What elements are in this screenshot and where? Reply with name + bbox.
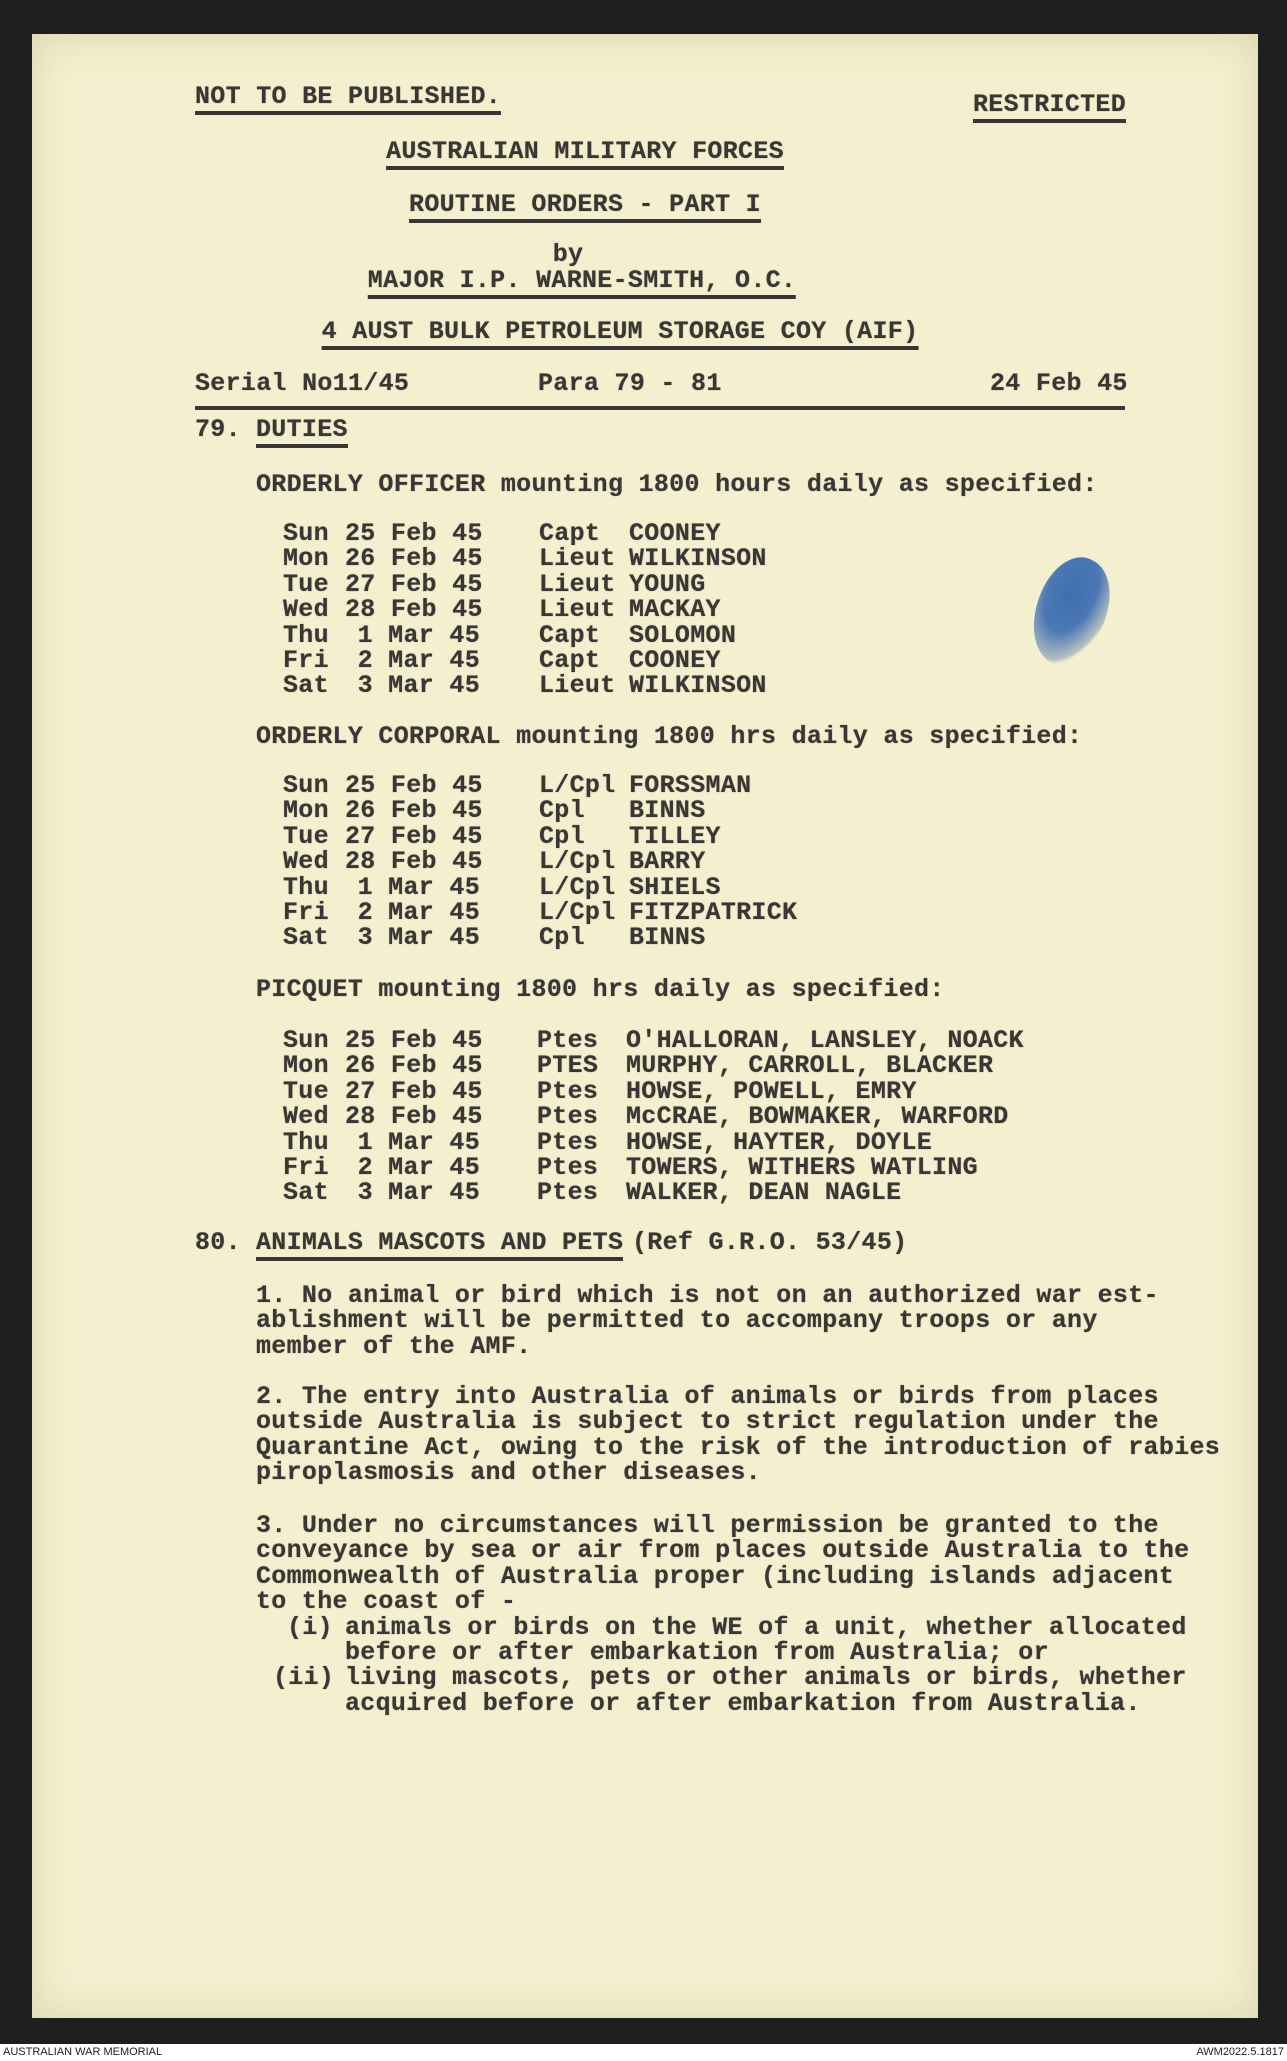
roster-name: O'HALLORAN, LANSLEY, NOACK xyxy=(626,1026,1024,1055)
roster-name: TOWERS, WITHERS WATLING xyxy=(626,1153,978,1182)
roster-rank: Ptes xyxy=(537,1102,599,1132)
section-79-number: 79. xyxy=(195,415,241,444)
roster-rank: Lieut xyxy=(539,595,616,625)
title-amf: AUSTRALIAN MILITARY FORCES xyxy=(386,139,784,170)
by-label: by xyxy=(552,240,584,269)
roster-day: Tue xyxy=(283,821,329,851)
roster-day: Wed xyxy=(283,1102,329,1132)
unit-name: 4 AUST BULK PETROLEUM STORAGE COY (AIF) xyxy=(322,319,919,350)
roster-date: 2 Mar 45 xyxy=(357,646,480,675)
roster-name: HOWSE, POWELL, EMRY xyxy=(626,1076,917,1106)
roster-rank: Lieut xyxy=(539,569,616,599)
roster-date: 26 Feb 45 xyxy=(345,796,483,826)
roster-row xyxy=(0,1178,1287,1208)
roster-rank: Capt xyxy=(539,620,601,650)
roster-date: 1 Mar 45 xyxy=(357,1127,480,1157)
roster-day: Fri xyxy=(283,646,329,675)
paragraph-line: ablishment will be permitted to accompany troops or any xyxy=(256,1306,1098,1336)
roster-date: 25 Feb 45 xyxy=(345,1026,483,1055)
roster-day: Tue xyxy=(283,1076,329,1106)
roster-rank: Cpl xyxy=(539,923,585,953)
roster-date: 28 Feb 45 xyxy=(345,595,483,625)
roster-name: YOUNG xyxy=(629,569,706,599)
serial-line xyxy=(195,406,1125,410)
para-range: Para 79 - 81 xyxy=(538,369,722,398)
roster-date: 26 Feb 45 xyxy=(345,1051,483,1081)
roster-rank: Ptes xyxy=(537,1026,599,1055)
roster-date: 27 Feb 45 xyxy=(345,821,483,851)
paragraph-line: 3. Under no circumstances will permission be granted to the xyxy=(256,1511,1159,1540)
roster-name: FORSSMAN xyxy=(629,771,752,800)
title-routine-orders: ROUTINE ORDERS - PART I xyxy=(409,192,761,223)
roster-day: Sun xyxy=(283,771,329,800)
roster-row xyxy=(0,773,1287,798)
item-number: (i) xyxy=(287,1612,333,1642)
roster-row xyxy=(0,1102,1287,1132)
roster-name: MURPHY, CARROLL, BLACKER xyxy=(626,1051,994,1081)
roster-rank: Capt xyxy=(539,646,601,675)
roster-row xyxy=(0,521,1287,546)
item-line: animals or birds on the WE of a unit, whether allocated xyxy=(345,1612,1187,1642)
section-80-number: 80. xyxy=(195,1228,241,1257)
roster-rank: Lieut xyxy=(539,544,616,574)
roster-name: HOWSE, HAYTER, DOYLE xyxy=(626,1127,933,1157)
author: MAJOR I.P. WARNE-SMITH, O.C. xyxy=(368,268,796,299)
roster-row xyxy=(0,1028,1287,1053)
roster-name: WILKINSON xyxy=(629,544,767,574)
roster-name: TILLEY xyxy=(629,821,721,851)
roster-row xyxy=(0,872,1287,902)
roster-date: 1 Mar 45 xyxy=(357,872,480,902)
roster-day: Sun xyxy=(283,1026,329,1055)
roster-name: SOLOMON xyxy=(629,620,737,650)
roster-rank: L/Cpl xyxy=(539,872,616,902)
roster-rank: L/Cpl xyxy=(539,847,616,877)
paragraph-line: Quarantine Act, owing to the risk of the introduction of rabies xyxy=(256,1432,1221,1462)
footer-reference: AWM2022.5.1817 xyxy=(1196,2046,1284,2058)
roster-rank: L/Cpl xyxy=(539,771,616,800)
roster-date: 2 Mar 45 xyxy=(357,1153,480,1182)
roster-rank: Cpl xyxy=(539,796,585,826)
item-line: living mascots, pets or other animals or birds, whether xyxy=(345,1663,1187,1693)
roster-row xyxy=(0,847,1287,877)
roster-date: 27 Feb 45 xyxy=(345,569,483,599)
section-80-heading: ANIMALS MASCOTS AND PETS xyxy=(256,1230,623,1261)
roster-rank: Lieut xyxy=(539,671,616,701)
item-line: before or after embarkation from Australia; or xyxy=(345,1638,1049,1667)
roster-row xyxy=(0,1155,1287,1180)
roster-rank: Ptes xyxy=(537,1178,599,1208)
item-number: (ii) xyxy=(273,1663,335,1693)
roster-day: Sun xyxy=(283,519,329,548)
roster-row xyxy=(0,648,1287,673)
paragraph-line: conveyance by sea or air from places outside Australia to the xyxy=(256,1536,1190,1566)
roster-day: Wed xyxy=(283,595,329,625)
roster-day: Fri xyxy=(283,898,329,927)
restricted-label: RESTRICTED xyxy=(973,92,1126,123)
roster-day: Fri xyxy=(283,1153,329,1182)
section-79-heading: DUTIES xyxy=(256,417,348,448)
not-to-be-published: NOT TO BE PUBLISHED. xyxy=(195,84,501,115)
roster-name: BINNS xyxy=(629,796,706,826)
paragraph-line: to the coast of - xyxy=(256,1587,517,1617)
roster-row xyxy=(0,671,1287,701)
roster-row xyxy=(0,620,1287,650)
roster-row xyxy=(0,796,1287,826)
roster-name: BARRY xyxy=(629,847,706,877)
roster-name: MACKAY xyxy=(629,595,721,625)
roster-day: Sat xyxy=(283,1178,329,1208)
order-date: 24 Feb 45 xyxy=(990,369,1128,398)
section-80-reference: (Ref G.R.O. 53/45) xyxy=(632,1228,908,1257)
footer-source: AUSTRALIAN WAR MEMORIAL xyxy=(3,2046,163,2058)
paragraph-line: 2. The entry into Australia of animals or birds from places xyxy=(256,1382,1159,1411)
roster-name: FITZPATRICK xyxy=(629,898,798,927)
roster-rank: Capt xyxy=(539,519,601,548)
orderly-corporal-intro: ORDERLY CORPORAL mounting 1800 hrs daily as specified: xyxy=(256,722,1083,751)
roster-row xyxy=(0,595,1287,625)
roster-name: SHIELS xyxy=(629,872,721,902)
paragraph-line: member of the AMF. xyxy=(256,1331,532,1361)
roster-row xyxy=(0,544,1287,574)
serial-number: Serial No11/45 xyxy=(195,369,410,398)
roster-date: 3 Mar 45 xyxy=(357,671,480,701)
roster-row xyxy=(0,1051,1287,1081)
roster-date: 26 Feb 45 xyxy=(345,544,483,574)
roster-rank: Ptes xyxy=(537,1127,599,1157)
roster-row xyxy=(0,821,1287,851)
roster-day: Mon xyxy=(283,1051,329,1081)
picquet-intro: PICQUET mounting 1800 hrs daily as specified: xyxy=(256,975,945,1004)
roster-day: Mon xyxy=(283,544,329,574)
roster-name: WILKINSON xyxy=(629,671,767,701)
roster-date: 2 Mar 45 xyxy=(357,898,480,927)
footer-bar xyxy=(0,2044,1287,2061)
roster-date: 28 Feb 45 xyxy=(345,1102,483,1132)
roster-row xyxy=(0,923,1287,953)
roster-date: 3 Mar 45 xyxy=(357,1178,480,1208)
roster-day: Mon xyxy=(283,796,329,826)
roster-name: McCRAE, BOWMAKER, WARFORD xyxy=(626,1102,1009,1132)
roster-day: Tue xyxy=(283,569,329,599)
roster-date: 28 Feb 45 xyxy=(345,847,483,877)
roster-day: Thu xyxy=(283,620,329,650)
roster-day: Thu xyxy=(283,872,329,902)
paragraph-line: outside Australia is subject to strict regulation under the xyxy=(256,1407,1159,1437)
roster-rank: L/Cpl xyxy=(539,898,616,927)
roster-date: 1 Mar 45 xyxy=(357,620,480,650)
paragraph-line: piroplasmosis and other diseases. xyxy=(256,1458,761,1488)
roster-date: 27 Feb 45 xyxy=(345,1076,483,1106)
roster-row xyxy=(0,900,1287,925)
roster-rank: Ptes xyxy=(537,1153,599,1182)
roster-day: Thu xyxy=(283,1127,329,1157)
roster-day: Sat xyxy=(283,671,329,701)
orderly-officer-intro: ORDERLY OFFICER mounting 1800 hours daily as specified: xyxy=(256,470,1098,499)
roster-name: WALKER, DEAN NAGLE xyxy=(626,1178,902,1208)
roster-row xyxy=(0,569,1287,599)
roster-date: 25 Feb 45 xyxy=(345,519,483,548)
roster-row xyxy=(0,1076,1287,1106)
roster-day: Sat xyxy=(283,923,329,953)
paragraph-line: Commonwealth of Australia proper (including islands adjacent xyxy=(256,1561,1175,1591)
roster-rank: Ptes xyxy=(537,1076,599,1106)
roster-date: 25 Feb 45 xyxy=(345,771,483,800)
roster-name: COONEY xyxy=(629,519,721,548)
roster-row xyxy=(0,1127,1287,1157)
roster-date: 3 Mar 45 xyxy=(357,923,480,953)
roster-rank: PTES xyxy=(537,1051,599,1081)
roster-name: COONEY xyxy=(629,646,721,675)
item-line: acquired before or after embarkation from Australia. xyxy=(345,1688,1141,1718)
roster-name: BINNS xyxy=(629,923,706,953)
roster-rank: Cpl xyxy=(539,821,585,851)
paragraph-line: 1. No animal or bird which is not on an authorized war est- xyxy=(256,1281,1159,1310)
roster-day: Wed xyxy=(283,847,329,877)
